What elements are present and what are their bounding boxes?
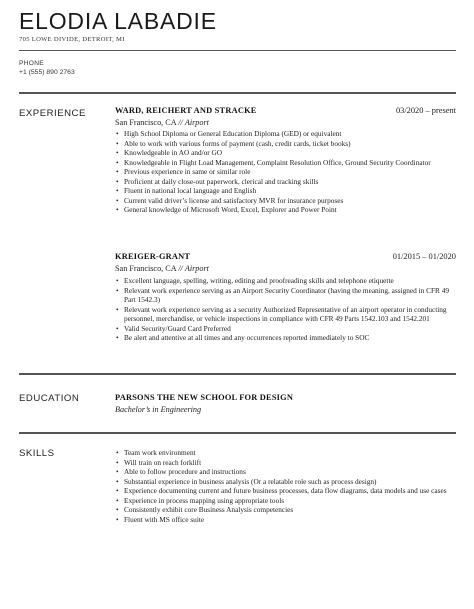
section-label-experience: EXPERIENCE <box>19 108 86 119</box>
section-label-skills: SKILLS <box>19 448 55 459</box>
skill-item: • Team work environment <box>115 448 455 458</box>
job-role: Airport <box>184 264 209 273</box>
job-location <box>115 264 209 273</box>
section-divider <box>19 92 456 94</box>
skill-item: • Consistently exhibit core Business Analysis competencies <box>115 505 455 515</box>
education-school: PARSONS THE NEW SCHOOL FOR DESIGN <box>115 393 294 402</box>
bullet-item: • Fluent in national local language and English <box>115 186 455 196</box>
bullet-item: • General knowledge of Microsoft Word, Excel, Explorer and Power Point <box>115 205 455 215</box>
bullet-item: • High School Diploma or General Education Diploma (GED) or equivalent <box>115 129 455 139</box>
job-dates: 03/2020 – present <box>395 106 456 115</box>
skill-item: • Experience in process mapping using appropriate tools <box>115 496 455 506</box>
job-dates: 01/2015 – 01/2020 <box>392 252 456 261</box>
job-location <box>115 118 209 127</box>
bullet-item: • Relevant work experience serving as a security Authorized Representative of an airport operator in conducting personnel, merchandise, or vehicle inspections in compliance with CFR 49 Parts 1542.103 and 1542.201 <box>115 305 455 324</box>
section-divider <box>19 432 456 434</box>
bullet-item: • Valid Security/Guard Card Preferred <box>115 324 455 334</box>
skill-item: • Will train on reach forklift <box>115 458 455 468</box>
section-label-education: EDUCATION <box>19 393 80 404</box>
bullet-item: • Current valid driver’s license and satisfactory MVR for insurance purposes <box>115 196 455 206</box>
job-separator: // <box>178 118 183 127</box>
phone-label: PHONE <box>19 60 44 67</box>
section-divider <box>19 373 456 375</box>
address: 705 LOWE DIVIDE, DETROIT, MI <box>19 36 125 43</box>
phone-number: +1 (555) 890 2763 <box>19 69 75 76</box>
bullet-item: • Be alert and attentive at all times and any occurrences reported immediately to SOC <box>115 333 455 343</box>
skill-item: • Substantial experience in business analysis (Or a relatable role such as process design) <box>115 477 455 487</box>
header-divider <box>19 50 456 51</box>
job-city: San Francisco, CA <box>115 264 177 273</box>
bullet-item: • Relevant work experience serving as an Airport Security Coordinator (having the meaning, assigned in CFR 49 Part 1542.3) <box>115 286 455 305</box>
bullet-item: • Proficient at daily close-out paperwork, clerical and tracking skills <box>115 177 455 187</box>
candidate-name: ELODIA LABADIE <box>19 8 217 34</box>
bullet-item: • Excellent language, spelling, writing, editing and proofreading skills and telephone etiquette <box>115 276 455 286</box>
skill-item: • Experience documenting current and future business processes, data flow diagrams, data models and use cases <box>115 486 455 496</box>
job-bullets <box>115 276 455 343</box>
job-separator: // <box>178 264 183 273</box>
bullet-item: • Knowledgeable in AO and/or GO <box>115 148 455 158</box>
skill-item: • Able to follow procedure and instructions <box>115 467 455 477</box>
job-role: Airport <box>184 118 209 127</box>
bullet-item: • Previous experience in same or similar role <box>115 167 455 177</box>
job-bullets <box>115 129 455 215</box>
skills-list <box>115 448 455 524</box>
job-city: San Francisco, CA <box>115 118 177 127</box>
education-degree: Bachelor’s in Engineering <box>115 405 202 414</box>
skill-item: • Fluent with MS office suite <box>115 515 455 525</box>
bullet-item: • Knowledgeable in Flight Load Management, Complaint Resolution Office, Ground Security Coordinator <box>115 158 455 168</box>
job-company: WARD, REICHERT AND STRACKE <box>115 106 257 115</box>
bullet-item: • Able to work with various forms of payment (cash, credit cards, ticket books) <box>115 139 455 149</box>
job-company: KREIGER-GRANT <box>115 252 191 261</box>
